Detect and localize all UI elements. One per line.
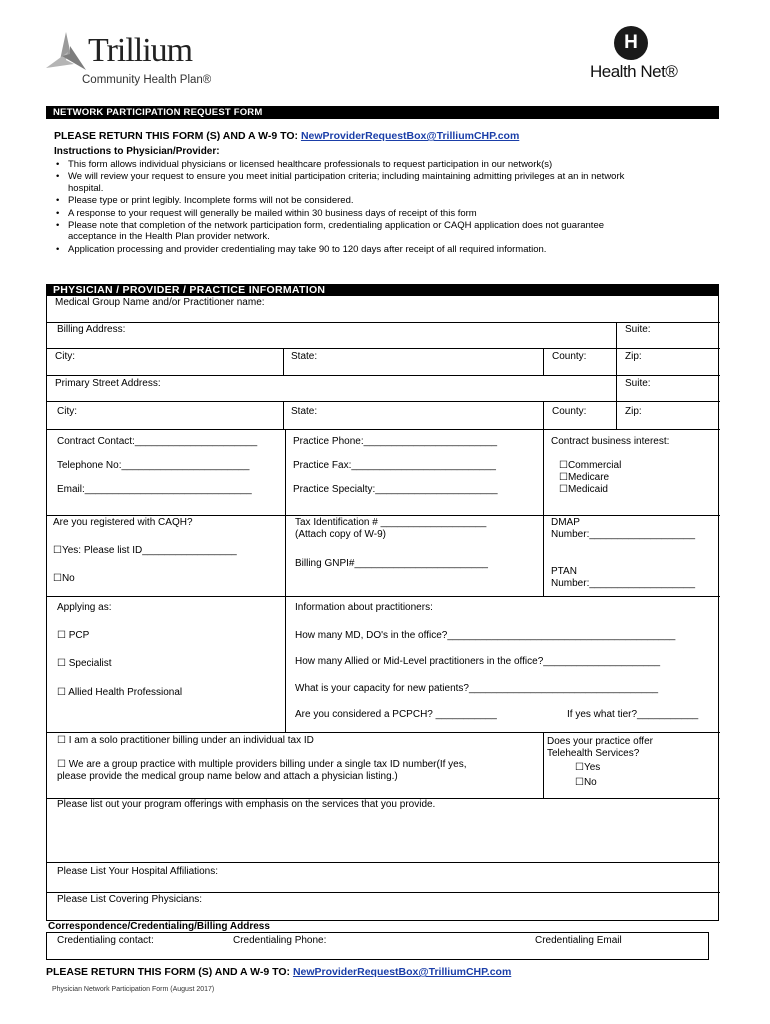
billing-gnpi-field[interactable]: Billing GNPI#________________________ <box>295 558 488 569</box>
return-email-link[interactable]: NewProviderRequestBox@TrilliumCHP.com <box>292 966 512 978</box>
md-count-field[interactable]: How many MD, DO's in the office?_________________________________________ <box>295 630 676 641</box>
email-field[interactable]: Email:______________________________ <box>57 484 252 495</box>
trillium-logo <box>44 30 214 92</box>
dmap-label: DMAP <box>551 517 580 528</box>
allied-health-checkbox[interactable]: ☐ Allied Health Professional <box>57 687 183 698</box>
billing-city-label[interactable]: City: <box>55 351 75 362</box>
caqh-yes-checkbox[interactable]: ☐Yes: Please list ID_________________ <box>53 545 237 556</box>
attach-w9-note: (Attach copy of W-9) <box>295 529 386 540</box>
ptan-label: PTAN <box>551 566 577 577</box>
return-prefix: PLEASE RETURN THIS FORM (S) AND A W-9 TO: <box>46 966 291 978</box>
return-email-link[interactable]: NewProviderRequestBox@TrilliumCHP.com <box>300 130 520 142</box>
allied-count-field[interactable]: How many Allied or Mid-Level practitioners in the office?_____________________ <box>295 656 661 667</box>
ptan-number-field[interactable]: Number:___________________ <box>551 578 696 589</box>
practitioners-info-label: Information about practitioners: <box>295 602 433 613</box>
instructions-list <box>56 159 706 256</box>
contract-contact-field[interactable]: Contract Contact:______________________ <box>57 436 258 447</box>
telehealth-question: Does your practice offer <box>547 736 653 747</box>
pcpch-field[interactable]: Are you considered a PCPCH? ___________ <box>295 709 497 720</box>
primary-county-label[interactable]: County: <box>552 406 587 417</box>
capacity-field[interactable]: What is your capacity for new patients?__________________________________ <box>295 683 659 694</box>
billing-state-label[interactable]: State: <box>291 351 318 362</box>
practice-fax-field[interactable]: Practice Fax:__________________________ <box>293 460 496 471</box>
credentialing-phone-field[interactable]: Credentialing Phone: <box>233 935 327 946</box>
return-instruction-bottom <box>46 966 511 978</box>
list-item: • Please type or print legibly. Incomplete forms will not be considered. <box>56 195 706 206</box>
correspondence-box <box>46 932 709 960</box>
list-item: • We will review your request to ensure you meet initial participation criteria; including maintaining admitting privileges at an in network hospital. <box>56 171 706 194</box>
health-net-badge-icon: H <box>614 26 648 60</box>
list-item: • A response to your request will generally be mailed within 30 business days of receipt of this form <box>56 208 706 219</box>
telehealth-yes-checkbox[interactable]: ☐Yes <box>575 762 601 773</box>
contract-interest-label: Contract business interest: <box>551 436 670 447</box>
trillium-flower-icon <box>44 30 88 74</box>
list-item: • Application processing and provider credentialing may take 90 to 120 days after receipt of all required information. <box>56 244 706 255</box>
correspondence-heading: Correspondence/Credentialing/Billing Address <box>48 921 270 932</box>
caqh-question: Are you registered with CAQH? <box>53 517 193 528</box>
list-item: • Please note that completion of the network participation form, credentialing application or CAQH application does not guarantee acceptance in the Health Plan provider network. <box>56 220 706 243</box>
hospital-affiliations-field[interactable]: Please List Your Hospital Affiliations: <box>57 866 219 877</box>
pcp-checkbox[interactable]: ☐ PCP <box>57 630 90 641</box>
practice-specialty-field[interactable]: Practice Specialty:______________________ <box>293 484 498 495</box>
trillium-wordmark: Trillium <box>88 32 193 69</box>
section-title: PHYSICIAN / PROVIDER / PRACTICE INFORMATION <box>46 284 719 296</box>
billing-county-label[interactable]: County: <box>552 351 587 362</box>
tax-id-field[interactable]: Tax Identification # ___________________ <box>295 517 487 528</box>
return-prefix: PLEASE RETURN THIS FORM (S) AND A W-9 TO: <box>54 130 299 142</box>
practice-info-form <box>46 296 719 921</box>
billing-suite-label[interactable]: Suite: <box>625 324 651 335</box>
primary-suite-label[interactable]: Suite: <box>625 378 651 389</box>
credentialing-contact-field[interactable]: Credentialing contact: <box>57 935 154 946</box>
caqh-no-checkbox[interactable]: ☐No <box>53 573 75 584</box>
medicaid-checkbox[interactable]: ☐Medicaid <box>559 484 608 495</box>
trillium-subtitle: Community Health Plan® <box>82 74 212 86</box>
list-item: • This form allows individual physicians or licensed healthcare professionals to request participation in our network(s) <box>56 159 706 170</box>
telephone-field[interactable]: Telephone No:_______________________ <box>57 460 250 471</box>
medicare-checkbox[interactable]: ☐Medicare <box>559 472 610 483</box>
primary-street-label[interactable]: Primary Street Address: <box>55 378 161 389</box>
practice-phone-field[interactable]: Practice Phone:________________________ <box>293 436 498 447</box>
program-offerings-field[interactable]: Please list out your program offerings with emphasis on the services that you provide. <box>57 799 436 810</box>
health-net-wordmark: Health Net® <box>590 62 678 81</box>
return-instruction-top <box>54 130 519 142</box>
form-title: NETWORK PARTICIPATION REQUEST FORM <box>46 106 719 119</box>
applying-as-label: Applying as: <box>57 602 112 613</box>
health-net-logo <box>588 26 698 88</box>
covering-physicians-field[interactable]: Please List Covering Physicians: <box>57 894 203 905</box>
instructions-heading: Instructions to Physician/Provider: <box>54 146 220 157</box>
specialist-checkbox[interactable]: ☐ Specialist <box>57 658 112 669</box>
commercial-checkbox[interactable]: ☐Commercial <box>559 460 622 471</box>
telehealth-no-checkbox[interactable]: ☐No <box>575 777 597 788</box>
form-footer: Physician Network Participation Form (August 2017) <box>52 986 215 993</box>
solo-practitioner-checkbox[interactable]: ☐ I am a solo practitioner billing under an individual tax ID <box>57 735 314 746</box>
billing-address-label[interactable]: Billing Address: <box>57 324 126 335</box>
medical-group-label[interactable]: Medical Group Name and/or Practitioner name: <box>55 297 265 308</box>
telehealth-question-2: Telehealth Services? <box>547 748 640 759</box>
group-practice-note: please provide the medical group name below and attach a physician listing.) <box>57 771 398 782</box>
primary-state-label[interactable]: State: <box>291 406 318 417</box>
primary-city-label[interactable]: City: <box>57 406 77 417</box>
primary-zip-label[interactable]: Zip: <box>625 406 642 417</box>
billing-zip-label[interactable]: Zip: <box>625 351 642 362</box>
dmap-number-field[interactable]: Number:___________________ <box>551 529 696 540</box>
pcpch-tier-field[interactable]: If yes what tier?___________ <box>567 709 699 720</box>
group-practice-checkbox[interactable]: ☐ We are a group practice with multiple providers billing under a single tax ID number(If yes, <box>57 759 467 770</box>
credentialing-email-field[interactable]: Credentialing Email <box>535 935 622 946</box>
